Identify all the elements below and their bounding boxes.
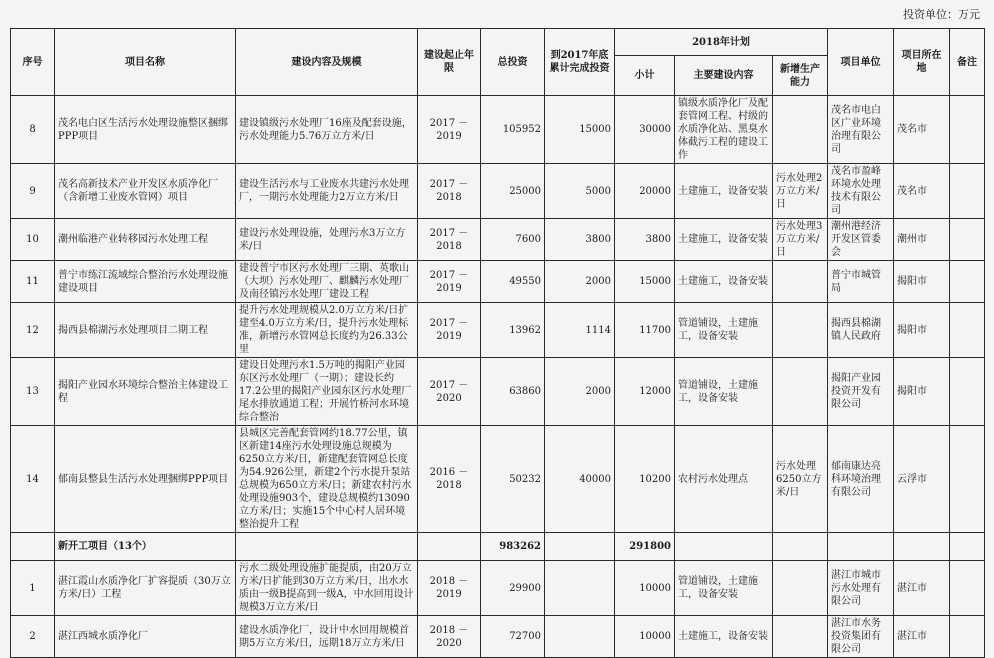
header-seq: 序号 [11,29,55,96]
cell-unit: 茂名市电白区广业环境治理有限公司 [828,96,894,164]
cell-main-content: 管道铺设，土建施工，设备安装 [675,303,773,358]
cell-period: 2018 － 2020 [418,616,481,658]
cell-total: 49550 [481,261,545,303]
cell-done: 40000 [545,426,615,533]
cell-subtotal: 3800 [615,219,675,261]
cell-subtotal: 10000 [615,561,675,616]
cell-seq: 13 [11,358,55,426]
cell-remark [950,219,985,261]
cell-capacity [773,533,828,561]
investment-unit-note: 投资单位：万元 [903,8,980,21]
cell-total: 105952 [481,96,545,164]
cell-content: 建设日处理污水1.5万吨的揭阳产业园东区污水处理厂（一期）；建设长约17.2公里的揭阳产业园东区污水处理厂尾水排放通道工程；开展竹桥河水环境综合整治 [236,358,418,426]
cell-name: 揭西县棉湖污水处理项目二期工程 [55,303,236,358]
cell-location: 揭阳市 [894,303,950,358]
cell-capacity: 污水处理2万立方米/日 [773,164,828,219]
cell-unit: 湛江市水务投资集团有限公司 [828,616,894,658]
cell-main-content: 管道铺设，土建施工，设备安装 [675,561,773,616]
cell-main-content [675,533,773,561]
cell-content: 提升污水处理规模从2.0万立方米/日扩建至4.0万立方米/日，提升污水处理标准，新增污水管网总长度约为26.33公里 [236,303,418,358]
cell-subtotal: 10200 [615,426,675,533]
cell-main-content: 土建施工，设备安装 [675,261,773,303]
cell-seq: 9 [11,164,55,219]
cell-name: 茂名高新技术产业开发区水质净化厂（含新增工业废水管网）项目 [55,164,236,219]
cell-total: 7600 [481,219,545,261]
table-body [11,96,985,658]
cell-subtotal: 15000 [615,261,675,303]
header-subtotal: 小计 [615,56,675,96]
cell-remark [950,303,985,358]
cell-name: 潮州临港产业转移园污水处理工程 [55,219,236,261]
cell-period: 2016 － 2018 [418,426,481,533]
cell-location: 云浮市 [894,426,950,533]
cell-main-content: 镇级水质净化厂及配套管网工程、村级的水质净化站、黑臭水体截污工程的建设工作 [675,96,773,164]
cell-period: 2017 － 2019 [418,303,481,358]
cell-seq: 10 [11,219,55,261]
section-title: 新开工项目（13个） [55,533,236,561]
cell-name: 揭阳产业园水环境综合整治主体建设工程 [55,358,236,426]
cell-unit: 茂名市盈峰环境水处理技术有限公司 [828,164,894,219]
table-row [11,561,985,616]
cell-unit: 普宁市城管局 [828,261,894,303]
header-total: 总投资 [481,29,545,96]
cell-content [236,533,418,561]
cell-period: 2017 － 2020 [418,358,481,426]
cell-capacity [773,303,828,358]
header-done-2017: 到2017年底累计完成投资 [545,29,615,96]
cell-unit: 揭阳产业园投资开发有限公司 [828,358,894,426]
cell-capacity [773,358,828,426]
cell-capacity: 污水处理6250立方米/日 [773,426,828,533]
cell-main-content: 管道铺设，土建施工，设备安装 [675,358,773,426]
cell-remark [950,358,985,426]
cell-unit: 揭西县棉湖镇人民政府 [828,303,894,358]
cell-main-content: 土建施工，设备安装 [675,616,773,658]
cell-content: 建设污水处理设施，处理污水3万立方米/日 [236,219,418,261]
cell-remark [950,96,985,164]
cell-capacity [773,96,828,164]
cell-period: 2017 － 2019 [418,96,481,164]
cell-done: 1114 [545,303,615,358]
cell-done: 2000 [545,261,615,303]
cell-name: 郁南县整县生活污水处理捆绑PPP项目 [55,426,236,533]
cell-name: 湛江霞山水质净化厂扩容提质（30万立方米/日）工程 [55,561,236,616]
cell-location: 揭阳市 [894,261,950,303]
cell-done: 2000 [545,358,615,426]
cell-done [545,533,615,561]
cell-location: 茂名市 [894,164,950,219]
cell-total: 13962 [481,303,545,358]
section-subtotal-row [11,533,985,561]
cell-capacity: 污水处理3万立方米/日 [773,219,828,261]
cell-period: 2017 － 2018 [418,219,481,261]
cell-seq: 1 [11,561,55,616]
header-location: 项目所在地 [894,29,950,96]
cell-seq [11,533,55,561]
cell-seq: 14 [11,426,55,533]
cell-location: 揭阳市 [894,358,950,426]
cell-remark [950,261,985,303]
cell-remark [950,164,985,219]
cell-period: 2017 － 2018 [418,164,481,219]
cell-seq: 12 [11,303,55,358]
cell-main-content: 农村污水处理点 [675,426,773,533]
header-main-content: 主要建设内容 [675,56,773,96]
cell-remark [950,561,985,616]
cell-location: 潮州市 [894,219,950,261]
cell-done [545,616,615,658]
table-row [11,96,985,164]
table-row [11,616,985,658]
cell-subtotal: 12000 [615,358,675,426]
cell-content: 建设水质净化厂，设计中水回用规模首期5万立方米/日，远期18万立方米/日 [236,616,418,658]
cell-location [894,533,950,561]
cell-subtotal: 30000 [615,96,675,164]
table-row [11,261,985,303]
cell-content: 污水二级处理设施扩能提质，由20万立方米/日扩能到30万立方米/日，出水水质由一级B提高到一级A，中水回用设计规模3万立方米/日 [236,561,418,616]
cell-done: 15000 [545,96,615,164]
header-period: 建设起止年限 [418,29,481,96]
table-row [11,164,985,219]
cell-name: 普宁市练江流域综合整治污水处理设施建设项目 [55,261,236,303]
project-table [10,28,985,658]
table-row [11,219,985,261]
header-remark: 备注 [950,29,985,96]
cell-remark [950,533,985,561]
cell-remark [950,426,985,533]
cell-capacity [773,561,828,616]
header-plan-2018: 2018年计划 [615,29,828,56]
cell-done: 5000 [545,164,615,219]
header-content: 建设内容及规模 [236,29,418,96]
cell-remark [950,616,985,658]
cell-unit: 潮州港经济开发区管委会 [828,219,894,261]
cell-capacity [773,261,828,303]
cell-total: 50232 [481,426,545,533]
cell-name: 茂名电白区生活污水处理设施整区捆绑PPP项目 [55,96,236,164]
cell-content: 建设普宁市区污水处理厂三期、英歌山（大坝）污水处理厂、麒麟污水处理厂及南径镇污水处理厂建设工程 [236,261,418,303]
cell-period: 2017 － 2019 [418,261,481,303]
cell-period: 2018 － 2019 [418,561,481,616]
cell-location: 湛江市 [894,616,950,658]
cell-period [418,533,481,561]
cell-seq: 8 [11,96,55,164]
cell-unit: 郁南康达亮科环境治理有限公司 [828,426,894,533]
table-row [11,426,985,533]
section-total: 983262 [481,533,545,561]
cell-capacity [773,616,828,658]
cell-name: 湛江西城水质净化厂 [55,616,236,658]
cell-total: 25000 [481,164,545,219]
header-name: 项目名称 [55,29,236,96]
cell-content: 建设生活污水与工业废水共建污水处理厂，一期污水处理能力2万立方米/日 [236,164,418,219]
cell-unit: 湛江市城市污水处理有限公司 [828,561,894,616]
cell-total: 29900 [481,561,545,616]
table-row [11,303,985,358]
cell-location: 茂名市 [894,96,950,164]
cell-subtotal: 10000 [615,616,675,658]
cell-done [545,561,615,616]
cell-seq: 2 [11,616,55,658]
cell-content: 建设镇级污水处理厂16座及配套设施，污水处理能力5.76万立方米/日 [236,96,418,164]
cell-subtotal: 11700 [615,303,675,358]
cell-subtotal: 20000 [615,164,675,219]
cell-total: 72700 [481,616,545,658]
cell-main-content: 土建施工，设备安装 [675,164,773,219]
cell-total: 63860 [481,358,545,426]
cell-done: 3800 [545,219,615,261]
table-row [11,358,985,426]
cell-main-content: 土建施工，设备安装 [675,219,773,261]
header-unit: 项目单位 [828,29,894,96]
cell-content: 县城区完善配套管网约18.77公里，镇区新建14座污水处理设施总规模为6250立方米/日，新建配套管网总长度为54.926公里，新建2个污水提升泵站总规模为650立方米/日；新建农村污水处理设施903个，建设总规模约13090立方米/日；实施15个中心村人居环境整治提升工程 [236,426,418,533]
section-subtotal: 291800 [615,533,675,561]
cell-location: 湛江市 [894,561,950,616]
cell-unit [828,533,894,561]
header-new-capacity: 新增生产能力 [773,56,828,96]
cell-seq: 11 [11,261,55,303]
